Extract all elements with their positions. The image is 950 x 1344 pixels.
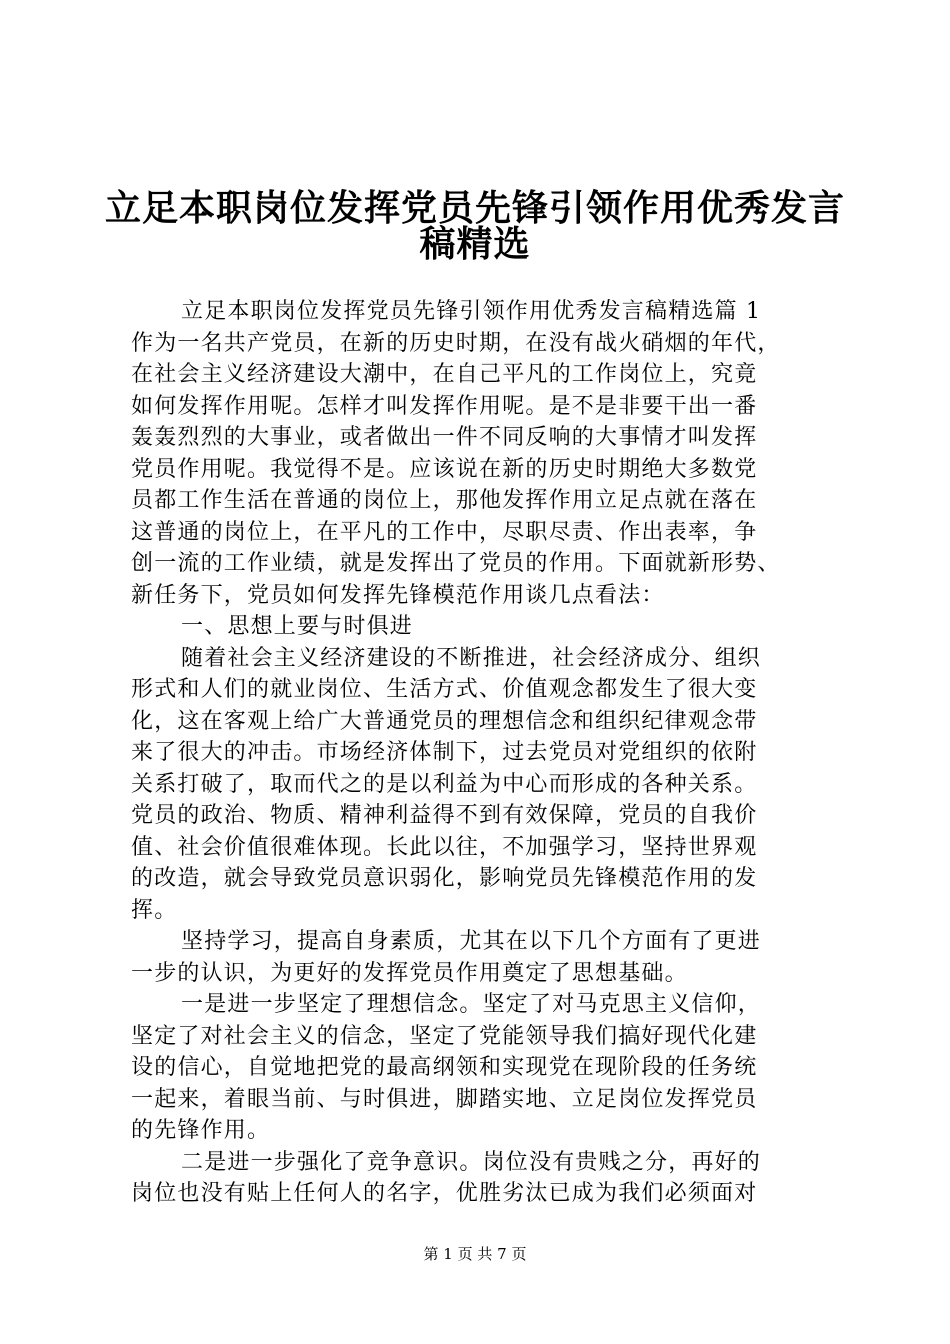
document-title-line-2: 稿精选	[419, 223, 531, 265]
body-text-line: 的先锋作用。	[131, 1118, 271, 1143]
body-text-line: 在社会主义经济建设大潮中，在自己平凡的工作岗位上，究竟	[131, 362, 758, 387]
body-text-line: 党员的政治、物质、精神利益得不到有效保障，党员的自我价	[131, 803, 758, 828]
body-text-line: 二是进一步强化了竞争意识。岗位没有贵贱之分，再好的	[181, 1149, 762, 1175]
document-body	[131, 296, 831, 1210]
body-text-line: 来了很大的冲击。市场经济体制下，过去党员对党组织的依附	[131, 740, 758, 765]
body-text-line: 坚持学习，提高自身素质，尤其在以下几个方面有了更进	[181, 929, 762, 954]
body-text-line: 挥。	[131, 897, 178, 923]
body-text-line: 一、思想上要与时俱进	[181, 614, 414, 639]
document-title-line-1: 立足本职岗位发挥党员先锋引领作用优秀发言	[104, 187, 845, 229]
body-text-line: 新任务下，党员如何发挥先锋模范作用谈几点看法：	[131, 582, 665, 608]
body-text-line: 设的信心，自觉地把党的最高纲领和实现党在现阶段的任务统	[131, 1055, 758, 1080]
body-text-line: 坚定了对社会主义的信念，坚定了党能领导我们搞好现代化建	[131, 1023, 758, 1049]
body-text-line: 形式和人们的就业岗位、生活方式、价值观念都发生了很大变	[131, 677, 758, 702]
body-text-line: 这普通的岗位上，在平凡的工作中，尽职尽责、作出表率，争	[131, 519, 758, 545]
body-text-line: 如何发挥作用呢。怎样才叫发挥作用呢。是不是非要干出一番	[131, 393, 758, 419]
body-text-line: 化，这在客观上给广大普通党员的理想信念和组织纪律观念带	[131, 708, 758, 734]
body-text-line: 一是进一步坚定了理想信念。坚定了对马克思主义信仰，	[181, 992, 762, 1017]
page-footer: 第 1 页 共 7 页	[423, 1245, 527, 1263]
body-text-line: 创一流的工作业绩，就是发挥出了党员的作用。下面就新形势、	[131, 551, 781, 576]
body-text-line: 立足本职岗位发挥党员先锋引领作用优秀发言稿精选篇 1	[181, 299, 762, 324]
body-text-line: 的改造，就会导致党员意识弱化，影响党员先锋模范作用的发	[131, 866, 758, 891]
body-text-line: 岗位也没有贴上任何人的名字，优胜劣汰已成为我们必须面对	[131, 1181, 758, 1206]
body-text-line: 一步的认识，为更好的发挥党员作用奠定了思想基础。	[131, 960, 688, 986]
body-text-line: 值、社会价值很难体现。长此以往，不加强学习，坚持世界观	[131, 834, 758, 860]
body-text-line: 党员作用呢。我觉得不是。应该说在新的历史时期绝大多数党	[131, 456, 758, 482]
body-text-line: 员都工作生活在普通的岗位上，那他发挥作用立足点就在落在	[131, 488, 758, 513]
body-text-line: 作为一名共产党员，在新的历史时期，在没有战火硝烟的年代，	[131, 330, 781, 356]
body-text-line: 随着社会主义经济建设的不断推进，社会经济成分、组织	[181, 645, 762, 671]
body-text-line: 轰轰烈烈的大事业，或者做出一件不同反响的大事情才叫发挥	[131, 425, 758, 450]
body-text-line: 一起来，着眼当前、与时俱进，脚踏实地、立足岗位发挥党员	[131, 1086, 758, 1112]
body-text-line: 关系打破了，取而代之的是以利益为中心而形成的各种关系。	[131, 771, 758, 797]
